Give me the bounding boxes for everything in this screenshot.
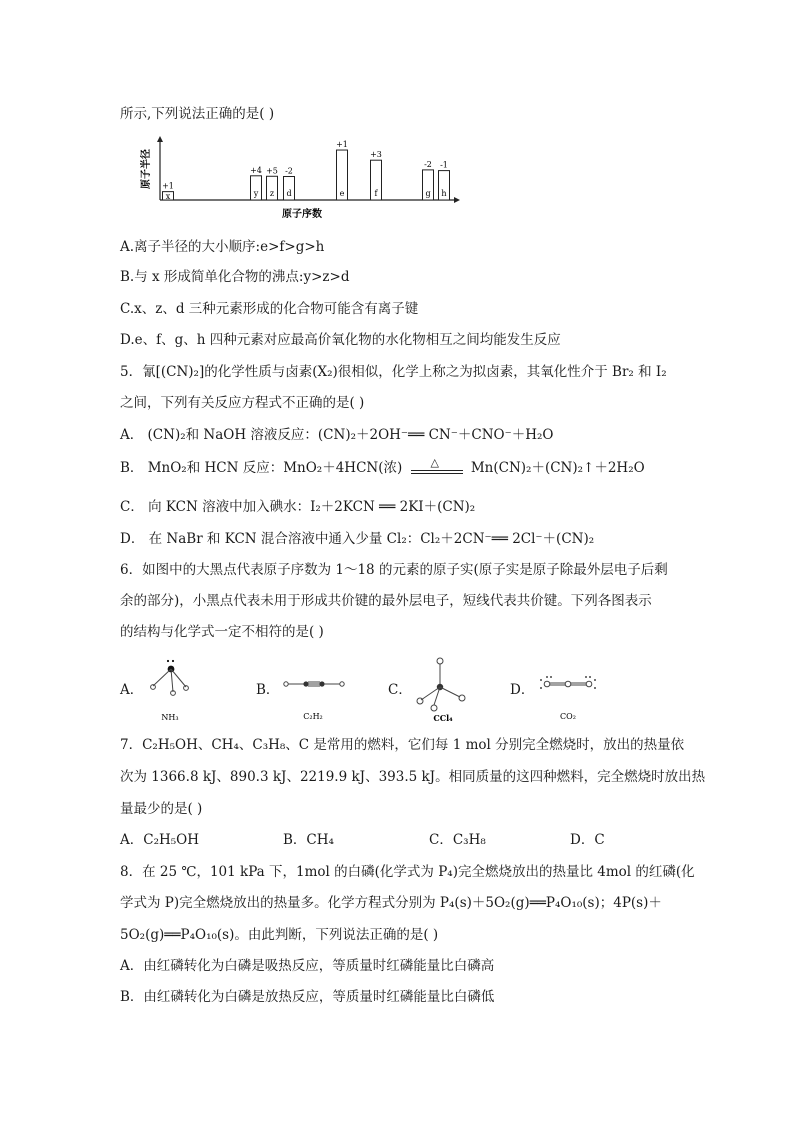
- question-7-stem-line1: 7．C₂H₅OH、CH₄、C₃H₈、C 是常用的燃料，它们每 1 mol 分别完全燃烧时，放出的热量依: [120, 737, 685, 753]
- option-4A: A.离子半径的大小顺序:e>f>g>h: [120, 239, 325, 255]
- option-5A: A． (CN)₂和 NaOH 溶液反应：(CN)₂＋2OH⁻══ CN⁻＋CNO⁻＋H₂O: [120, 427, 554, 443]
- x-axis-label: 原子序数: [282, 209, 322, 220]
- atomic-radius-chart: [140, 136, 470, 220]
- question-6-stem-line3: 的结构与化学式一定不相符的是( ): [120, 624, 324, 640]
- bar-charge-z: +5: [266, 166, 278, 176]
- bar-label-z: z: [269, 189, 275, 198]
- question-4-stem-end: 所示,下列说法正确的是( ): [120, 106, 275, 122]
- bar-charge-h: -1: [440, 160, 448, 170]
- bar-label-x: x: [165, 191, 171, 201]
- option-6D-letter: D．: [510, 682, 535, 698]
- option-7B: B．CH₄: [283, 832, 334, 848]
- y-axis-label: 原子半径: [141, 149, 152, 189]
- option-5C: C． 向 KCN 溶液中加入碘水：I₂＋2KCN ══ 2KI＋(CN)₂: [120, 499, 476, 515]
- question-7-stem-line2: 次为 1366.8 kJ、890.3 kJ、2219.9 kJ、393.5 kJ。相同质量的这四种燃料，完全燃烧时放出热: [120, 769, 706, 785]
- c2h2-structure-figure: [280, 668, 350, 726]
- co2-structure-figure: [538, 668, 602, 726]
- bar-charge-e: +1: [336, 140, 348, 150]
- option-5D: D． 在 NaBr 和 KCN 混合溶液中通入少量 Cl₂：Cl₂＋2CN⁻══ 2Cl⁻＋(CN)₂: [120, 531, 595, 547]
- option-5B: [120, 455, 645, 478]
- question-7-stem-line3: 量最少的是( ): [120, 801, 203, 817]
- co2-formula: CO₂: [560, 712, 576, 721]
- nh3-structure-figure: [144, 656, 194, 726]
- bar-charge-y: +4: [250, 165, 262, 175]
- question-8-stem-line1: 8．在 25 ℃，101 kPa 下，1mol 的白磷(化学式为 P₄)完全燃烧放出的热量比 4mol 的红磷(化: [120, 864, 695, 880]
- option-7C: C．C₃H₈: [429, 832, 486, 848]
- ccl4-formula: CCl₄: [433, 713, 453, 723]
- reaction-condition-arrow: [409, 455, 465, 478]
- option-6C-letter: C．: [388, 682, 412, 698]
- ccl4-structure-figure: [412, 652, 476, 726]
- question-5-stem-line1: 5．氰[(CN)₂]的化学性质与卤素(X₂)很相似，化学上称之为拟卤素，其氧化性介于 Br₂ 和 I₂: [120, 364, 667, 380]
- option-4D: D.e、f、g、h 四种元素对应最高价氧化物的水化物相互之间均能发生反应: [120, 332, 561, 348]
- bar-label-f: f: [374, 189, 378, 198]
- question-8-stem-line2: 学式为 P)完全燃烧放出的热量多。化学方程式分别为 P₄(s)＋5O₂(g)══P₄O₁₀(s)；4P(s)＋: [120, 895, 662, 911]
- question-8-stem-line3: 5O₂(g)══P₄O₁₀(s)。由此判断，下列说法正确的是( ): [120, 927, 439, 943]
- option-8B: B．由红磷转化为白磷是放热反应，等质量时红磷能量比白磷低: [120, 989, 495, 1005]
- question-6-stem-line2: 余的部分)，小黑点代表未用于形成共价键的最外层电子，短线代表共价键。下列各图表示: [120, 593, 652, 609]
- option-6A-letter: A．: [120, 682, 144, 698]
- question-5-stem-line2: 之间，下列有关反应方程式不正确的是( ): [120, 395, 365, 411]
- option-7D: D．C: [570, 832, 605, 848]
- option-5B-left: B． MnO₂和 HCN 反应：MnO₂＋4HCN(浓): [120, 460, 403, 476]
- option-6B-letter: B．: [256, 682, 280, 698]
- option-4B: B.与 x 形成简单化合物的沸点:y>z>d: [120, 269, 350, 285]
- heat-symbol: △: [430, 455, 440, 469]
- option-7A: A．C₂H₅OH: [120, 832, 200, 848]
- option-8A: A．由红磷转化为白磷是吸热反应，等质量时红磷能量比白磷高: [120, 958, 495, 974]
- bar-label-e: e: [339, 189, 345, 198]
- bar-label-y: y: [253, 189, 259, 198]
- bar-label-h: h: [441, 189, 447, 198]
- c2h2-formula: C₂H₂: [303, 712, 323, 721]
- bar-charge-x: +1: [162, 181, 174, 191]
- bar-charge-d: -2: [285, 166, 293, 176]
- option-5B-right: Mn(CN)₂＋(CN)₂↑＋2H₂O: [470, 460, 645, 476]
- bar-label-g: g: [425, 189, 431, 198]
- nh3-formula: NH₃: [161, 713, 179, 722]
- y-axis-arrow-icon: [157, 136, 163, 142]
- x-axis-arrow-icon: [454, 197, 460, 203]
- double-line-icon: [411, 470, 463, 474]
- question-6-stem-line1: 6．如图中的大黑点代表原子序数为 1～18 的元素的原子实(原子实是原子除最外层电子后剩: [120, 562, 668, 578]
- bar-charge-g: -2: [424, 159, 432, 169]
- bar-charge-f: +3: [370, 150, 382, 160]
- bar-label-d: d: [286, 189, 292, 198]
- option-4C: C.x、z、d 三种元素形成的化合物可能含有离子键: [120, 301, 419, 317]
